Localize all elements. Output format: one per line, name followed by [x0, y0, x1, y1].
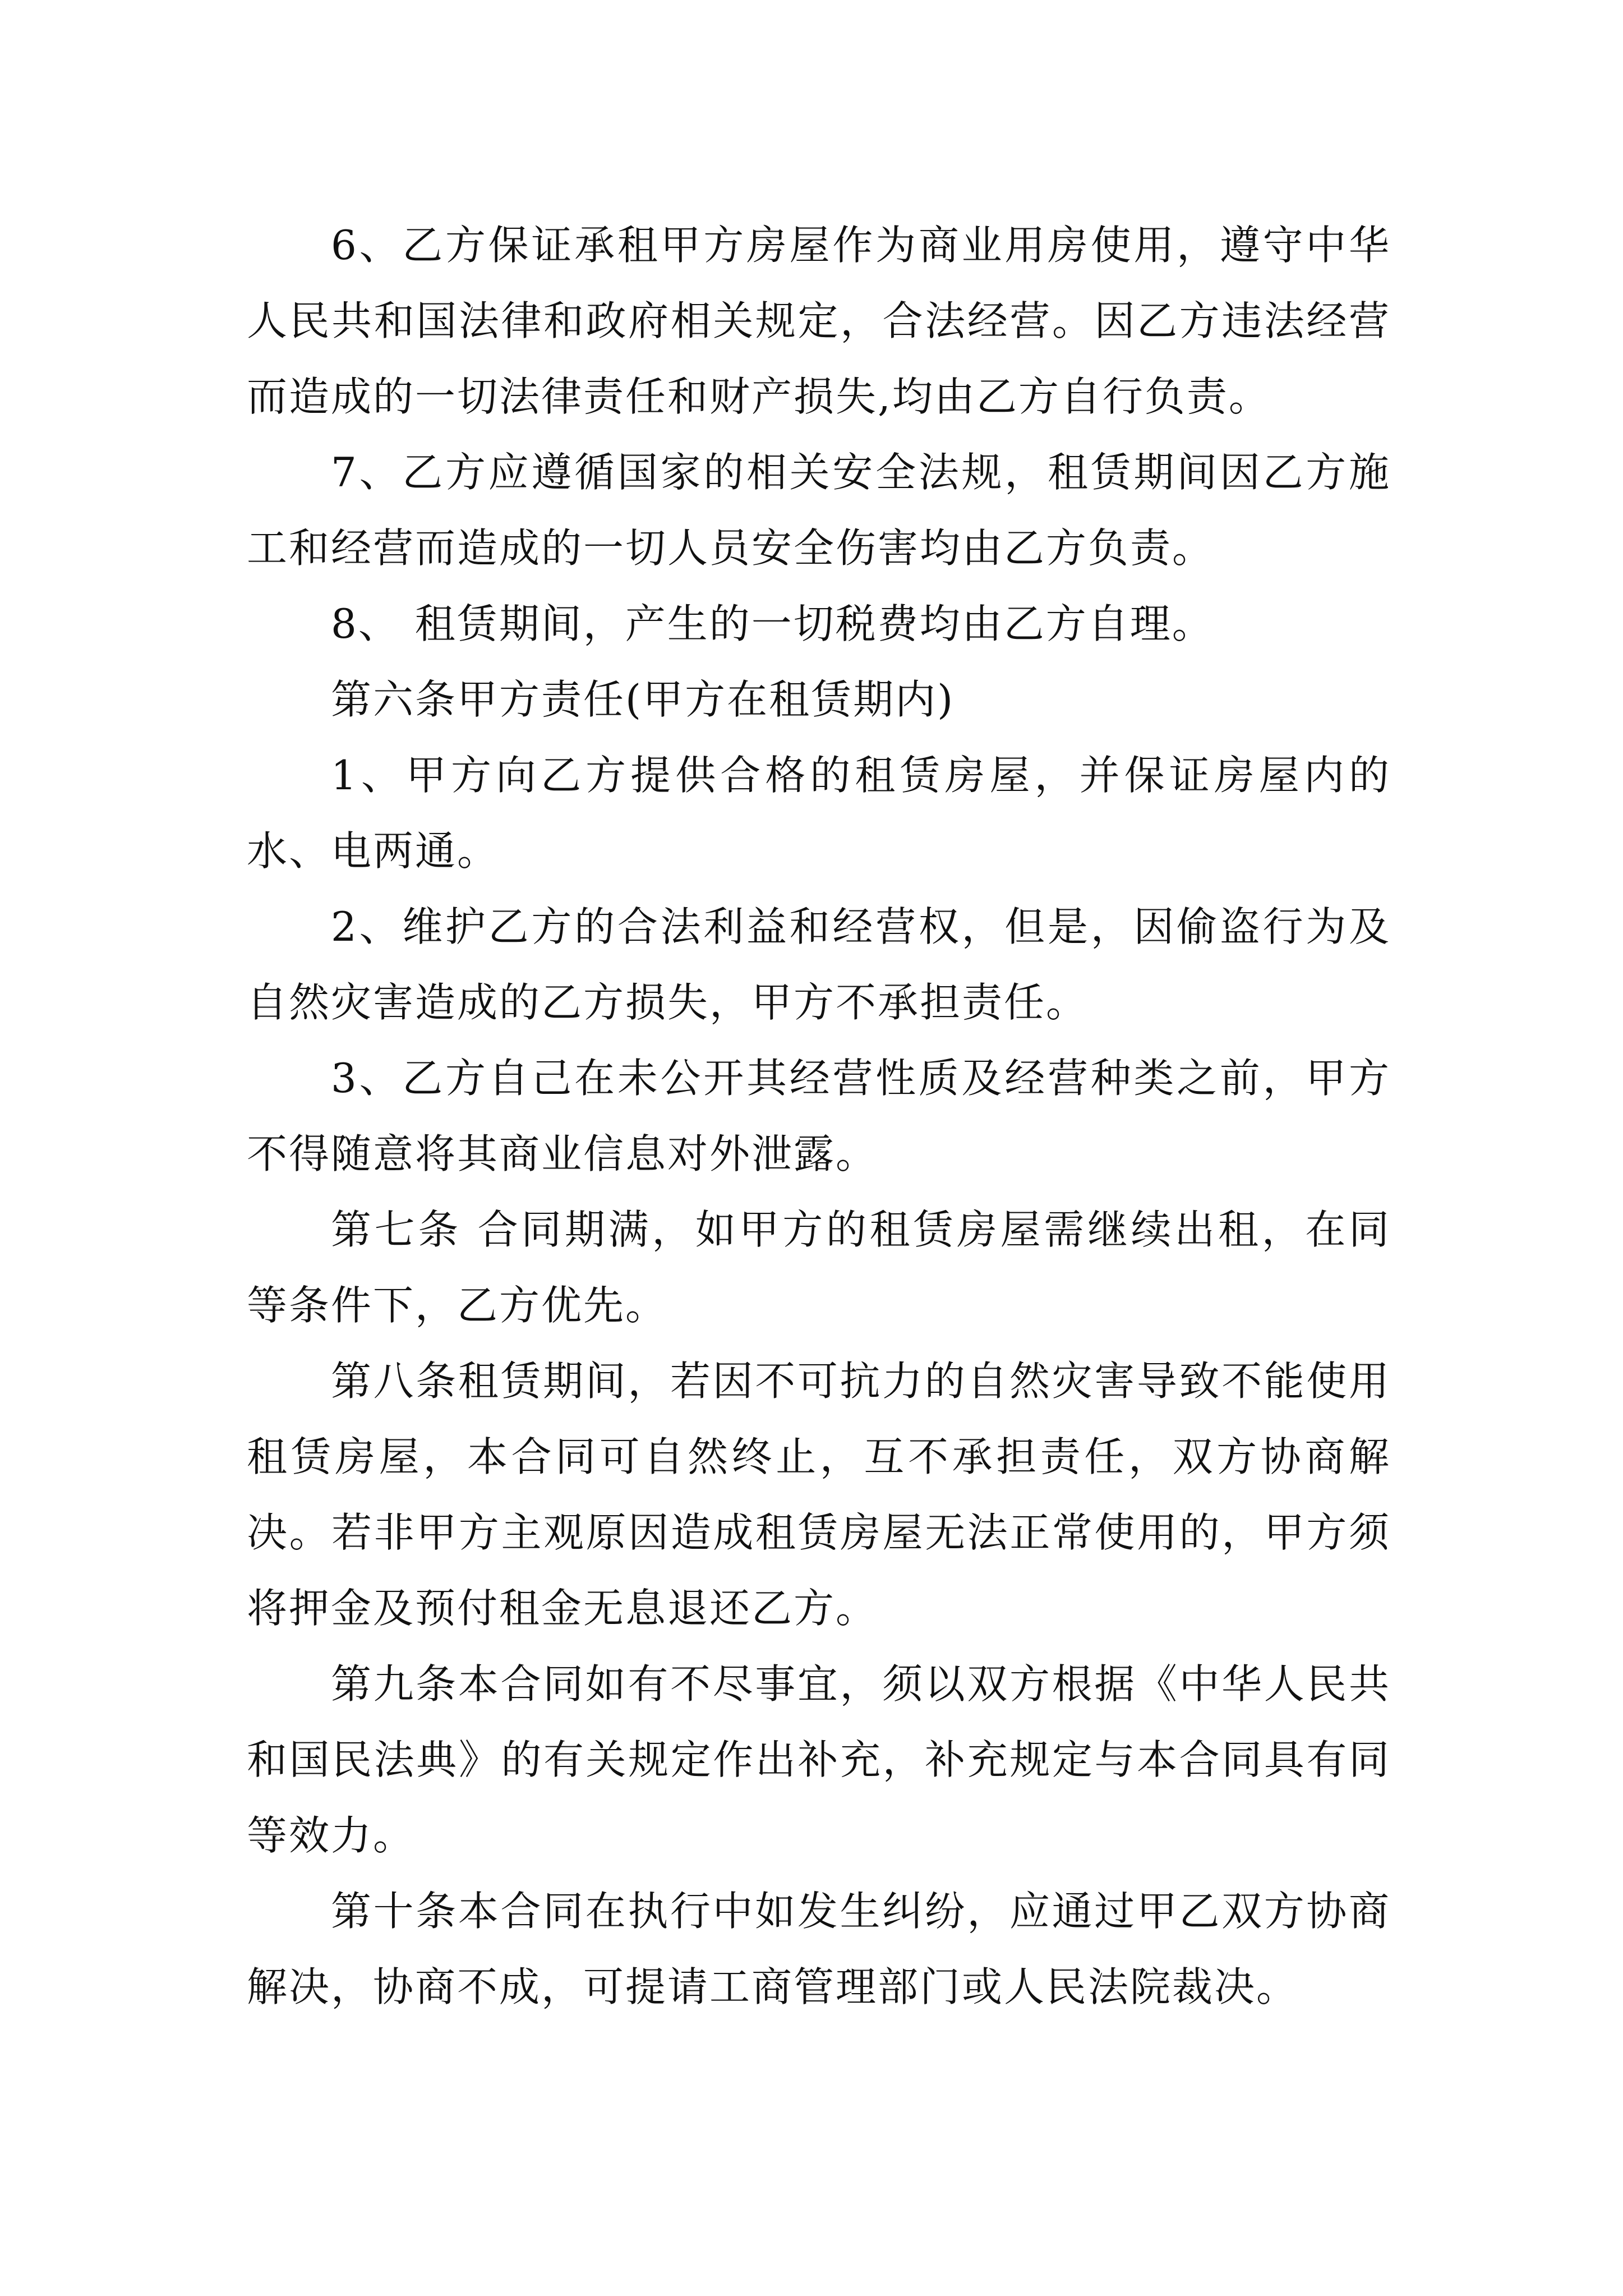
paragraph-article-9: 第九条本合同如有不尽事宜，须以双方根据《中华人民共和国民法典》的有关规定作出补充，补充规定与本合同具有同等效力。 — [247, 1660, 1391, 1859]
paragraph-article-6-item-1: 1、甲方向乙方提供合格的租赁房屋，并保证房屋内的水、电两通。 — [247, 752, 1391, 875]
paragraph-article-6-item-3: 3、乙方自己在未公开其经营性质及经营种类之前，甲方不得随意将其商业信息对外泄露。 — [247, 1055, 1391, 1177]
paragraph-clause-8: 8、 租赁期间，产生的一切税费均由乙方自理。 — [331, 600, 1214, 647]
paragraph-article-6-item-2: 2、维护乙方的合法利益和经营权，但是，因偷盗行为及自然灾害造成的乙方损失，甲方不承担责任。 — [247, 903, 1391, 1026]
paragraph-article-8: 第八条租赁期间，若因不可抗力的自然灾害导致不能使用租赁房屋，本合同可自然终止，互不承担责任，双方协商解决。若非甲方主观原因造成租赁房屋无法正常使用的，甲方须将押金及预付租金无息退还乙方。 — [247, 1358, 1391, 1632]
section-heading-article-6: 第六条甲方责任(甲方在租赁期内) — [331, 676, 955, 723]
paragraph-clause-7: 7、乙方应遵循国家的相关安全法规，租赁期间因乙方施工和经营而造成的一切人员安全伤害均由乙方负责。 — [247, 449, 1391, 572]
paragraph-article-10: 第十条本合同在执行中如发生纠纷，应通过甲乙双方协商解决，协商不成，可提请工商管理部门或人民法院裁决。 — [247, 1888, 1391, 2010]
paragraph-clause-6: 6、乙方保证承租甲方房屋作为商业用房使用，遵守中华人民共和国法律和政府相关规定，合法经营。因乙方违法经营而造成的一切法律责任和财产损失,均由乙方自行负责。 — [247, 222, 1391, 420]
document-body — [247, 208, 1391, 2025]
paragraph-article-7: 第七条 合同期满，如甲方的租赁房屋需继续出租，在同等条件下，乙方优先。 — [247, 1206, 1391, 1329]
